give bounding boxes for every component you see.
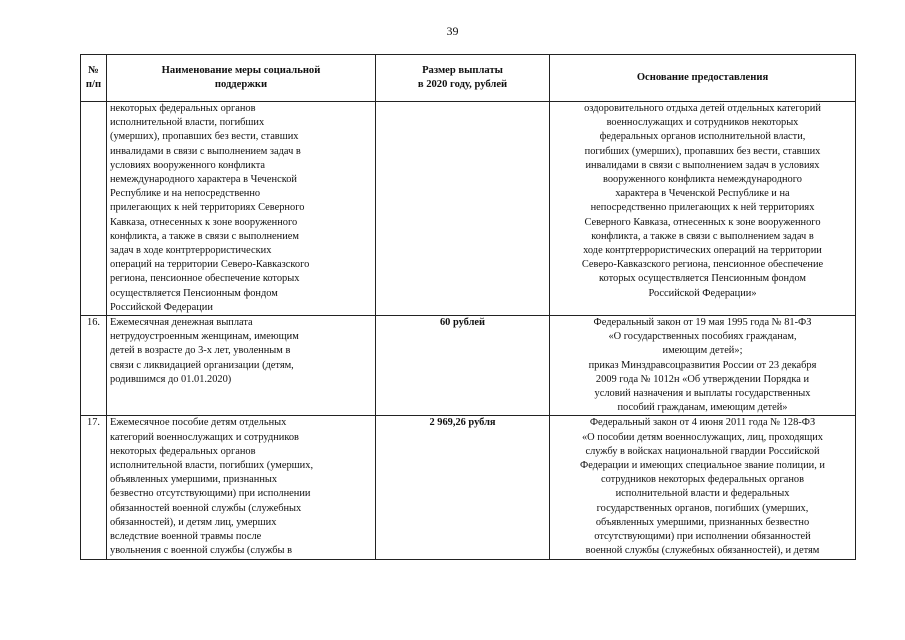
table-body [81, 102, 856, 560]
legal-basis-line: ходе контртеррористических операций на территории [583, 245, 822, 257]
table-row [81, 102, 856, 316]
legal-basis-cell [550, 416, 856, 559]
header-num-line: п/п [85, 79, 102, 90]
measure-name-cell [107, 102, 376, 316]
measure-name-cell [107, 416, 376, 559]
row-number-cell [81, 102, 107, 316]
legal-basis-line: Северо-Кавказского региона, пенсионное обеспечение [581, 259, 824, 271]
legal-basis-line: «О государственных пособиях гражданам, [608, 331, 797, 343]
legal-basis-cell [550, 316, 856, 416]
header-num-line: № [88, 65, 99, 76]
measure-name-line: инвалидами в связи с выполнением задач в [110, 145, 301, 157]
row-number-cell: 16. [81, 316, 107, 416]
table-row [81, 416, 856, 559]
legal-basis-line: инвалидами в связи с выполнением задач в условиях [585, 159, 820, 171]
legal-basis-line: Федерации и имеющих специальное звание полиции, и [580, 460, 825, 472]
legal-basis-line: сотрудников некоторых федеральных органов [600, 474, 805, 486]
measure-name-line: связи с ликвидацией организации (детям, [110, 359, 294, 371]
legal-basis-line: 2009 года № 1012н «Об утверждении Порядка и [595, 373, 810, 385]
legal-basis-line: федеральных органов исполнительной власти, [599, 131, 806, 143]
legal-basis-line: характера в Чеченской Республике и на [615, 188, 790, 200]
measure-name-line: вследствие военной травмы после [110, 531, 262, 543]
legal-basis-line: государственных органов, погибших (умерших, [596, 502, 809, 514]
legal-basis-line: «О пособии детям военнослужащих, лиц, проходящих [581, 431, 824, 443]
measure-name-line: Ежемесячное пособие детям отдельных [110, 417, 287, 429]
legal-basis-line: оздоровительного отдыха детей отдельных категорий [584, 103, 821, 114]
legal-basis-line: военнослужащих и сотрудников некоторых [606, 117, 799, 129]
measure-name-line: осуществляется Пенсионным фондом [110, 287, 278, 299]
legal-basis-line: военной службы (служебных обязанностей), и детям [585, 545, 820, 557]
measure-name-line: Республике и на непосредственно [110, 188, 261, 200]
legal-basis-line: имеющим детей»; [662, 345, 743, 357]
legal-basis-line: непосредственно прилегающих к ней территориях [590, 202, 815, 214]
legal-basis-line: пособий гражданам, имеющим детей» [617, 402, 788, 414]
payment-amount-cell [376, 102, 550, 316]
measure-name-line: (умерших), пропавших без вести, ставших [110, 131, 299, 143]
measure-name-line: детей в возрасте до 3-х лет, уволенным в [110, 345, 291, 357]
row-number-cell: 17. [81, 416, 107, 559]
measure-name-line: обязанностей), и детям лиц, умерших [110, 516, 277, 528]
legal-basis-line: погибших (умерших), пропавших без вести, ставших [584, 145, 821, 157]
legal-basis-line: отсутствующими) при исполнении обязанностей [594, 531, 811, 543]
benefits-table [80, 54, 856, 560]
measure-name-line: исполнительной власти, погибших [110, 117, 265, 129]
measure-name-line: Кавказа, отнесенных к зоне вооруженного [110, 216, 298, 228]
measure-name-line: обязанностей военной службы (служебных [110, 502, 302, 514]
measure-name-line: некоторых федеральных органов [110, 103, 256, 114]
header-name-line: поддержки [214, 79, 268, 90]
measure-name-line: Российской Федерации [110, 301, 213, 313]
measure-name-line: задач в ходе контртеррористических [110, 245, 272, 257]
measure-name-line: увольнения с военной службы (службы в [110, 545, 293, 557]
legal-basis-line: Федеральный закон от 4 июня 2011 года № 128-ФЗ [589, 417, 816, 429]
measure-name-line: безвестно отсутствующими) при исполнении [110, 488, 311, 500]
measure-name-line: категорий военнослужащих и сотрудников [110, 431, 299, 443]
measure-name-line: региона, пенсионное обеспечение которых [110, 273, 300, 285]
payment-amount-cell: 2 969,26 рубля [376, 416, 550, 559]
header-num [81, 55, 107, 102]
page-number: 39 [446, 24, 459, 38]
header-name-line: Наименование меры социальной [161, 65, 321, 76]
measure-name-line: некоторых федеральных органов [110, 445, 256, 457]
table-row [81, 316, 856, 416]
header-name [107, 55, 376, 102]
measure-name-line: прилегающих к ней территориях Северного [110, 202, 305, 214]
legal-basis-line: которых осуществляется Пенсионным фондом [599, 273, 806, 285]
legal-basis-line: вооруженного конфликта немеждународного [603, 174, 802, 186]
legal-basis-line: объявленных умершими, признанных безвестно [595, 516, 810, 528]
header-amount [376, 55, 550, 102]
header-amount-line: в 2020 году, рублей [417, 79, 508, 90]
header-basis [550, 55, 856, 102]
measure-name-line: Ежемесячная денежная выплата [110, 317, 253, 329]
table-header-row [81, 55, 856, 102]
payment-amount-cell: 60 рублей [376, 316, 550, 416]
legal-basis-line: условий назначения и выплаты государственных [594, 388, 811, 400]
measure-name-line: исполнительной власти, погибших (умерших, [110, 460, 314, 472]
measure-name-cell [107, 316, 376, 416]
measure-name-line: операций на территории Северо-Кавказского [110, 259, 310, 271]
measure-name-line: объявленных умершими, признанных [110, 474, 278, 486]
legal-basis-line: службу в войсках национальной гвардии Российской [585, 445, 820, 457]
legal-basis-line: приказ Минздравсоцразвития России от 23 декабря [588, 359, 817, 371]
measure-name-line: конфликта, а также в связи с выполнением [110, 230, 299, 242]
legal-basis-line: конфликта, а также в связи с выполнением задач в [591, 230, 814, 242]
measure-name-line: немеждународного характера в Чеченской [110, 174, 297, 186]
header-basis-line: Основание предоставления [636, 72, 769, 83]
measure-name-line: нетрудоустроенным женщинам, имеющим [110, 331, 299, 343]
legal-basis-line: Российской Федерации» [648, 287, 757, 299]
legal-basis-line: Северного Кавказа, отнесенных к зоне вооруженного [584, 216, 821, 228]
legal-basis-line: исполнительной власти и федеральных [615, 488, 790, 500]
legal-basis-line: Федеральный закон от 19 мая 1995 года № 81-ФЗ [593, 317, 812, 329]
legal-basis-cell [550, 102, 856, 316]
header-amount-line: Размер выплаты [422, 65, 503, 76]
measure-name-line: родившимся до 01.01.2020) [110, 373, 232, 385]
measure-name-line: условиях вооруженного конфликта [110, 159, 266, 171]
